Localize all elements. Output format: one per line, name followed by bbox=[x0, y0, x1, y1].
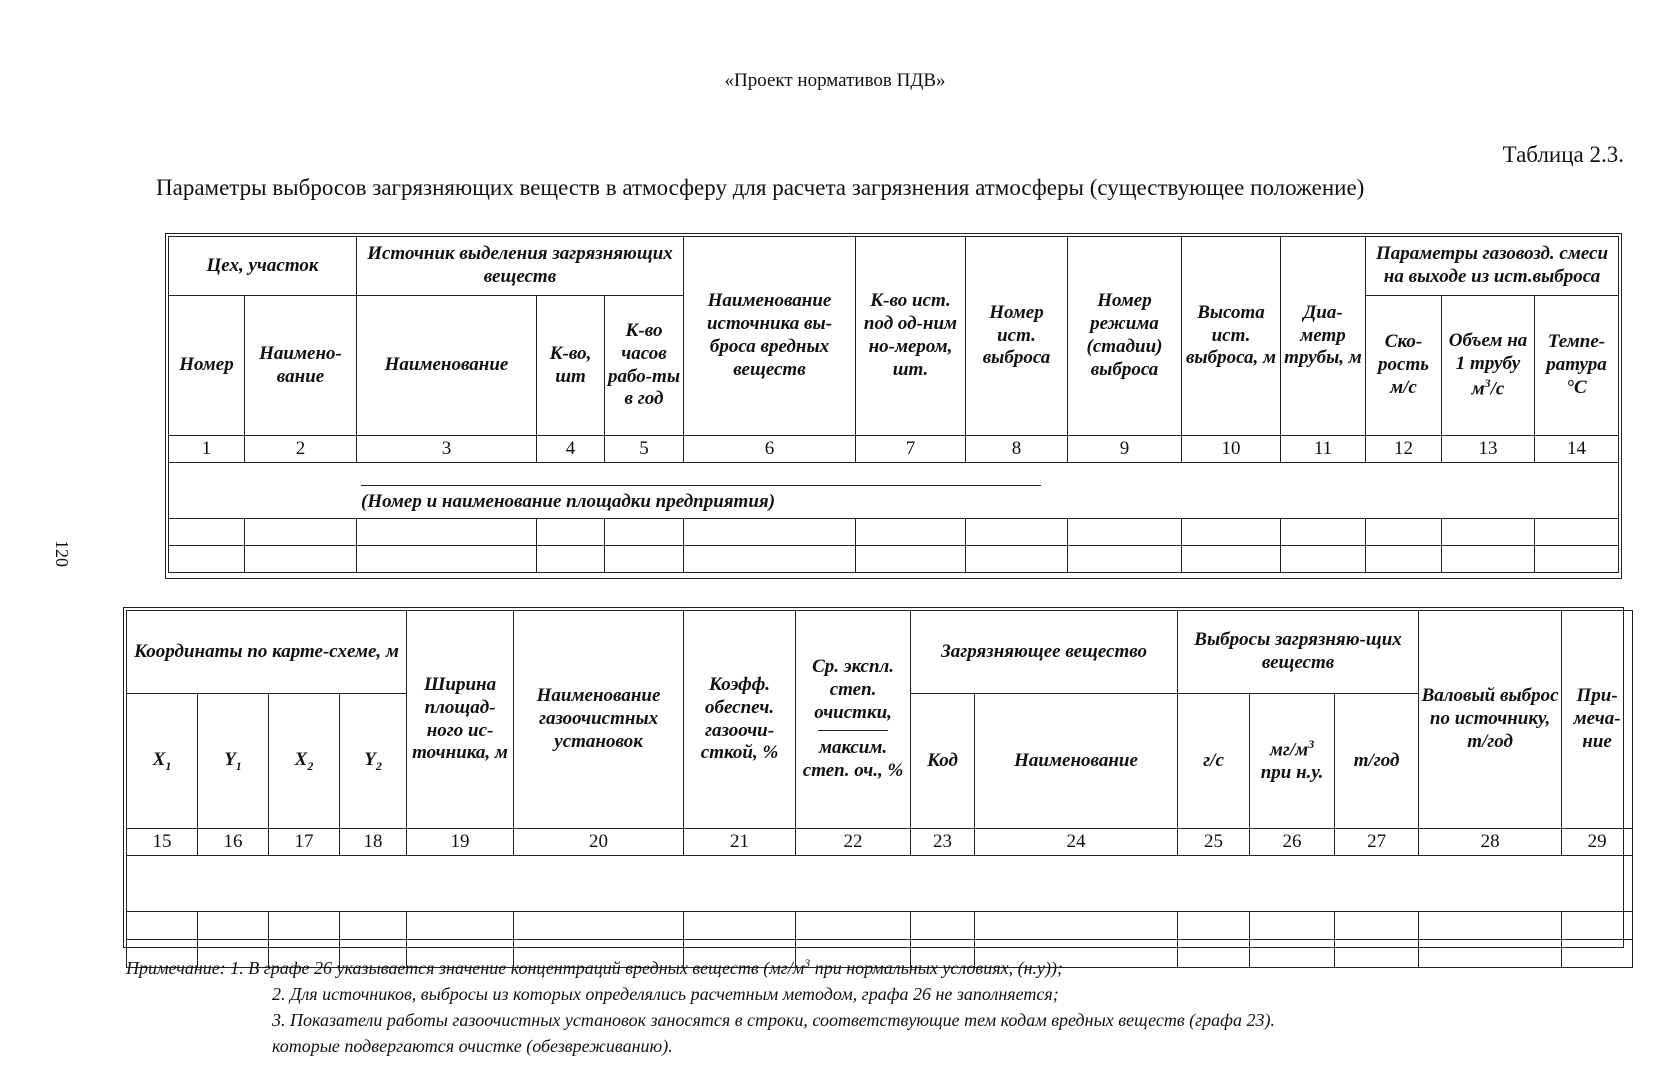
x2-subscript: 2 bbox=[307, 758, 314, 773]
note-1-text: Примечание: 1. В графе 26 указывается значение концентраций вредных веществ (мг/м bbox=[126, 958, 805, 978]
header-cleaning-bottom: максим. степ. оч., % bbox=[802, 737, 904, 782]
empty-cell bbox=[169, 519, 245, 546]
column-number: 28 bbox=[1419, 829, 1562, 856]
column-number: 8 bbox=[966, 436, 1068, 463]
header-y2 bbox=[340, 694, 407, 829]
header-speed: Ско-рость м/с bbox=[1366, 296, 1442, 436]
header-mgm3 bbox=[1250, 694, 1335, 829]
header-emissions-group: Выбросы загрязняю-щих веществ bbox=[1178, 611, 1419, 694]
note-1 bbox=[126, 950, 1626, 981]
empty-cell bbox=[357, 546, 537, 573]
header-temperature-unit: °С bbox=[1566, 376, 1587, 398]
header-height: Высота ист. выброса, м bbox=[1182, 237, 1281, 436]
empty-cell bbox=[975, 912, 1178, 940]
y2-label: Y bbox=[364, 748, 376, 770]
empty-cell bbox=[1366, 546, 1442, 573]
empty-cell bbox=[407, 912, 514, 940]
empty-cell bbox=[856, 546, 966, 573]
empty-cell bbox=[966, 546, 1068, 573]
column-number: 17 bbox=[269, 829, 340, 856]
column-number: 19 bbox=[407, 829, 514, 856]
empty-cell bbox=[537, 546, 605, 573]
column-number: 6 bbox=[684, 436, 856, 463]
page-number: 120 bbox=[52, 540, 72, 567]
table-title: Параметры выбросов загрязняющих веществ в атмосферу для расчета загрязнения атмосферы (существующее положение) bbox=[156, 175, 1365, 200]
header-volume-unit: м bbox=[1471, 378, 1485, 400]
empty-cell bbox=[1535, 519, 1619, 546]
header-volume bbox=[1442, 296, 1535, 436]
header-hours: К-во часов рабо-ты в год bbox=[605, 296, 684, 436]
header-gas-plants: Наименование газоочистных установок bbox=[514, 611, 684, 829]
header-coefficient: Коэфф. обеспеч. газоочи-сткой, % bbox=[684, 611, 796, 829]
column-number: 4 bbox=[537, 436, 605, 463]
empty-cell bbox=[245, 519, 357, 546]
column-number: 14 bbox=[1535, 436, 1619, 463]
empty-cell bbox=[1068, 519, 1182, 546]
site-row bbox=[169, 463, 1619, 519]
empty-cell bbox=[1182, 546, 1281, 573]
empty-cell bbox=[1366, 519, 1442, 546]
header-source-name: Наименование bbox=[357, 296, 537, 436]
column-number: 10 bbox=[1182, 436, 1281, 463]
site-underline bbox=[361, 485, 1041, 486]
header-width: Ширина площад-ного ис-точника, м bbox=[407, 611, 514, 829]
header-volume-label: Объем на 1 трубу bbox=[1448, 330, 1528, 374]
header-pollutant-group: Загрязняющее вещество bbox=[911, 611, 1178, 694]
site-row-2 bbox=[127, 856, 1633, 912]
header-pollutant-name: Наименование bbox=[975, 694, 1178, 829]
header-code: Код bbox=[911, 694, 975, 829]
header-name: Наимено-вание bbox=[245, 296, 357, 436]
empty-cell bbox=[537, 519, 605, 546]
header-count: К-во, шт bbox=[537, 296, 605, 436]
empty-cell bbox=[1068, 546, 1182, 573]
column-number: 29 bbox=[1562, 829, 1633, 856]
header-gs: г/с bbox=[1178, 694, 1250, 829]
empty-cell bbox=[1335, 912, 1419, 940]
header-gas-group-label: Параметры газовозд. смеси на выходе из ист.выброса bbox=[1375, 243, 1609, 287]
empty-cell bbox=[1535, 546, 1619, 573]
empty-cell bbox=[269, 912, 340, 940]
column-number: 7 bbox=[856, 436, 966, 463]
column-number: 21 bbox=[684, 829, 796, 856]
header-emission-name: Наименование источника вы-броса вредных веществ bbox=[684, 237, 856, 436]
header-source-group: Источник выделения загрязняющих веществ bbox=[357, 237, 684, 296]
empty-cell bbox=[1178, 912, 1250, 940]
column-number: 12 bbox=[1366, 436, 1442, 463]
empty-cell bbox=[198, 912, 269, 940]
empty-cell bbox=[605, 546, 684, 573]
empty-cell bbox=[1562, 912, 1633, 940]
header-x2 bbox=[269, 694, 340, 829]
column-number: 5 bbox=[605, 436, 684, 463]
header-gross: Валовый выброс по источнику, т/год bbox=[1419, 611, 1562, 829]
empty-cell bbox=[1419, 912, 1562, 940]
header-cleaning-degree bbox=[796, 611, 911, 829]
column-number: 15 bbox=[127, 829, 198, 856]
header-gas-group bbox=[1366, 237, 1619, 296]
empty-cell bbox=[1250, 912, 1335, 940]
column-number: 3 bbox=[357, 436, 537, 463]
header-diameter: Диа-метр трубы, м bbox=[1281, 237, 1366, 436]
column-number: 18 bbox=[340, 829, 407, 856]
table-number: Таблица 2.3. bbox=[1502, 142, 1624, 167]
header-y1 bbox=[198, 694, 269, 829]
header-sources-count: К-во ист. под од-ним но-мером, шт. bbox=[856, 237, 966, 436]
header-volume-unit-sup: 3 bbox=[1484, 375, 1491, 390]
y1-subscript: 1 bbox=[235, 758, 242, 773]
empty-cell bbox=[796, 912, 911, 940]
header-cleaning-top: Ср. экспл. степ. очистки, bbox=[812, 656, 895, 723]
empty-cell bbox=[169, 546, 245, 573]
empty-cell bbox=[856, 519, 966, 546]
column-number: 27 bbox=[1335, 829, 1419, 856]
mgm3-sup: 3 bbox=[1308, 737, 1315, 752]
header-tyear: т/год bbox=[1335, 694, 1419, 829]
y2-subscript: 2 bbox=[375, 758, 382, 773]
empty-cell bbox=[684, 519, 856, 546]
x2-label: X bbox=[294, 748, 308, 770]
empty-cell bbox=[1442, 546, 1535, 573]
header-number: Номер bbox=[169, 296, 245, 436]
column-number: 2 bbox=[245, 436, 357, 463]
note-1-tail: при нормальных условиях, (н.у)); bbox=[810, 958, 1063, 978]
empty-cell bbox=[1281, 546, 1366, 573]
empty-cell bbox=[245, 546, 357, 573]
emission-continuation-table bbox=[126, 610, 1633, 968]
empty-cell bbox=[127, 912, 198, 940]
empty-cell bbox=[911, 912, 975, 940]
header-temperature bbox=[1535, 296, 1619, 436]
empty-cell bbox=[966, 519, 1068, 546]
column-number: 9 bbox=[1068, 436, 1182, 463]
column-number: 22 bbox=[796, 829, 911, 856]
notes-block bbox=[126, 950, 1626, 1059]
note-3: 3. Показатели работы газоочистных установок заносятся в строки, соответствующие тем кодам вредных веществ (графа 23). bbox=[272, 1010, 1275, 1030]
column-number: 26 bbox=[1250, 829, 1335, 856]
document-header: «Проект нормативов ПДВ» bbox=[724, 70, 946, 91]
emission-parameters-table bbox=[168, 236, 1619, 573]
header-mode: Номер режима (стадии) выброса bbox=[1068, 237, 1182, 436]
empty-cell bbox=[514, 912, 684, 940]
empty-cell bbox=[684, 546, 856, 573]
y1-label: Y bbox=[224, 748, 236, 770]
note-4: которые подвергаются очистке (обезвреживанию). bbox=[272, 1036, 673, 1056]
column-number: 13 bbox=[1442, 436, 1535, 463]
empty-cell bbox=[1281, 519, 1366, 546]
column-number: 1 bbox=[169, 436, 245, 463]
mgm3-label: мг/м bbox=[1269, 739, 1309, 761]
x1-subscript: 1 bbox=[165, 758, 172, 773]
empty-cell bbox=[340, 912, 407, 940]
column-number: 16 bbox=[198, 829, 269, 856]
mgm3-condition: при н.у. bbox=[1260, 762, 1324, 784]
note-2: 2. Для источников, выбросы из которых определялись расчетным методом, графа 26 не заполняется; bbox=[272, 984, 1059, 1004]
column-number: 23 bbox=[911, 829, 975, 856]
column-number: 24 bbox=[975, 829, 1178, 856]
header-note: При-меча-ние bbox=[1562, 611, 1633, 829]
empty-cell bbox=[684, 912, 796, 940]
empty-cell bbox=[1182, 519, 1281, 546]
x1-label: X bbox=[152, 748, 166, 770]
header-shop-group: Цех, участок bbox=[169, 237, 357, 296]
fraction-line bbox=[818, 730, 888, 731]
note-1-sup: 3 bbox=[804, 956, 811, 970]
column-number: 25 bbox=[1178, 829, 1250, 856]
header-coordinates-group: Координаты по карте-схеме, м bbox=[127, 611, 407, 694]
empty-cell bbox=[605, 519, 684, 546]
column-number: 20 bbox=[514, 829, 684, 856]
empty-cell bbox=[357, 519, 537, 546]
header-volume-unit-tail: /с bbox=[1490, 378, 1505, 400]
header-x1 bbox=[127, 694, 198, 829]
column-number: 11 bbox=[1281, 436, 1366, 463]
header-source-number: Номер ист. выброса bbox=[966, 237, 1068, 436]
site-label: (Номер и наименование площадки предприятия) bbox=[361, 491, 776, 512]
header-temperature-label: Темпе-ратура bbox=[1546, 331, 1607, 376]
empty-cell bbox=[1442, 519, 1535, 546]
